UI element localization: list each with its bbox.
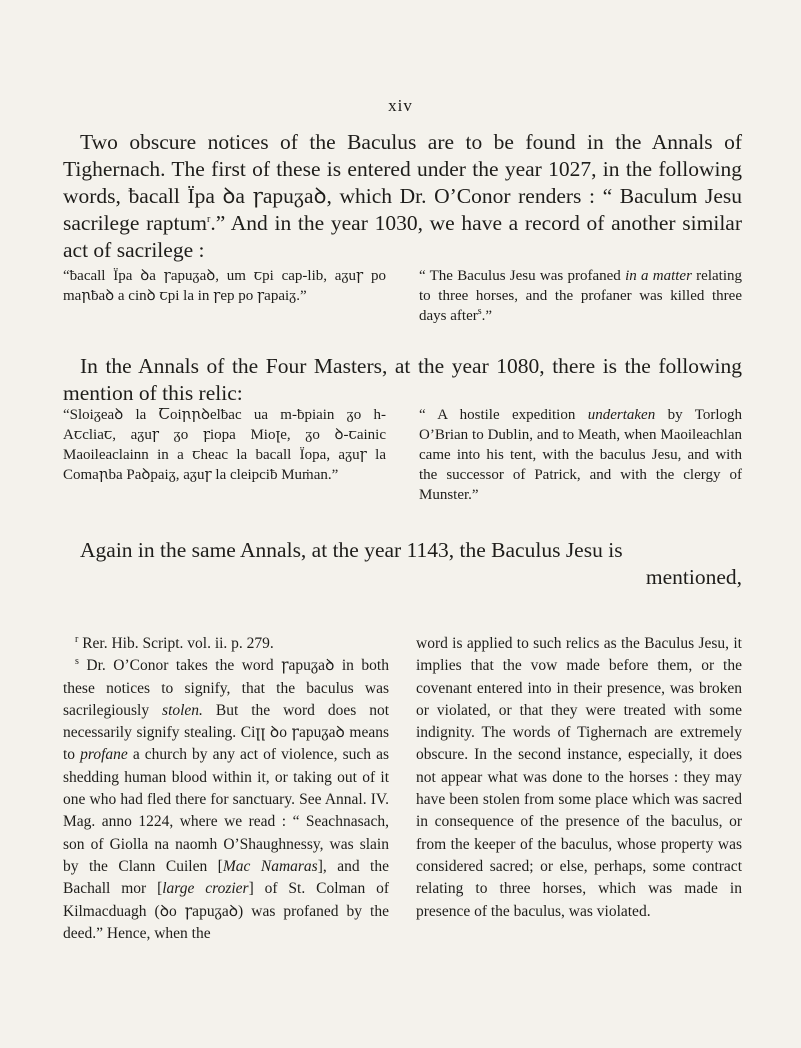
footnotes <box>63 633 742 945</box>
footnotes-right-column <box>416 633 742 945</box>
quote-1080-english: “ A hostile expedition undertaken by Torlogh O’Brian to Dublin, and to Meath, when Maoileachlan came into his tent, with the baculus Jesu, and with the successor of Patrick, and with the clergy of Munster.” <box>419 407 742 503</box>
quote-1080-irish: “Sloiᵹeaꝺ la Ꞇoiꞃꞃꝺelƀac ua m-ƀpiain ᵹo h-Aꞇcliaꞇ, aᵹuꞅ ᵹo ꝼiopa Mioꞁe, ᵹo ꝺ-ꞇainic Maoileaclainn in a ꞇheac la bacall Ïopa, aᵹuꞅ la Comaꞃba Paꝺpaiᵹ, aᵹuꞅ la cleipciƀ Muṁan.” <box>63 407 386 483</box>
quote-1030-english: “ The Baculus Jesu was profaned in a matter relating to three horses, and the profaner was killed three days after$^s$.” <box>419 268 742 324</box>
footnote-ref-r: r <box>207 213 211 225</box>
paragraph-1143-line2: mentioned, <box>645 565 742 589</box>
quote-1080 <box>63 405 742 505</box>
paragraph-1143 <box>63 537 742 591</box>
footnote-s: $^s$ Dr. O’Conor takes the word ꞅapuᵹaꝺ in both these notices to signify, that the baculus was sacrilegiously stolen. But the word does not necessarily signify stealing. Ciꞁꞁ ꝺo ꞅapuᵹaꝺ means to profane a church by any act of violence, such as shedding human blood within it, or taking out of it one who had fled there for sanctuary. See Annal. IV. Mag. anno 1224, where we read : “ Seachnasach, son of Giolla na naomh O’Shaughnessy, was slain by the Clann Cuilen [Mac Namaras], and the Bachall mor [large crozier] of St. Colman of Kilmacduagh (ꝺo ꞅapuᵹaꝺ) was profaned by the deed.” Hence, when the <box>63 656 390 942</box>
page-number: xiv <box>388 96 413 115</box>
footnotes-left-column <box>63 633 389 945</box>
footnote-s-continued: word is applied to such relics as the Baculus Jesu, it implies that the vow made before them, or the covenant entered into in their presence, was broken or violated, or that they were treated with some indignity. The words of Tighernach are extremely obscure. In the second instance, especially, it does not appear what was done to the horses : they may have been stolen from some place which was sacred in consequence of the presence of the baculus, or from the keeper of the baculus, whose property was considered sacred; or else, perhaps, some contract relating to three horses, which was made in presence of the baculus, was violated. <box>416 635 742 920</box>
paragraph-four-masters: In the Annals of the Four Masters, at the year 1080, there is the following mention of this relic: <box>63 354 742 405</box>
quote-1030-irish: “ƀacall Ïpa ꝺa ꞅapuᵹaꝺ, um ꞇpi cap-lib, aᵹuꞅ po maꞃƀaꝺ a cinꝺ ꞇpi la in ꞅep po ꞅapaiᵹ.” <box>63 268 386 304</box>
footnote-r: $^r$ Rer. Hib. Script. vol. ii. p. 279. <box>75 633 274 652</box>
paragraph-tighernach: Two obscure notices of the Baculus are to be found in the Annals of Tighernach. The first of these is entered under the year 1027, in the following words, ƀacall Ïpa ꝺa ꞅapuᵹaꝺ, which Dr. O’Conor renders : “ Baculum Jesu sacrilege raptum$^r$.” And in the year 1030, we have a record of another similar act of sacrilege : <box>63 130 743 262</box>
quote-1030 <box>63 266 742 326</box>
paragraph-1143-line1: Again in the same Annals, at the year 1143, the Baculus Jesu is <box>80 538 623 562</box>
